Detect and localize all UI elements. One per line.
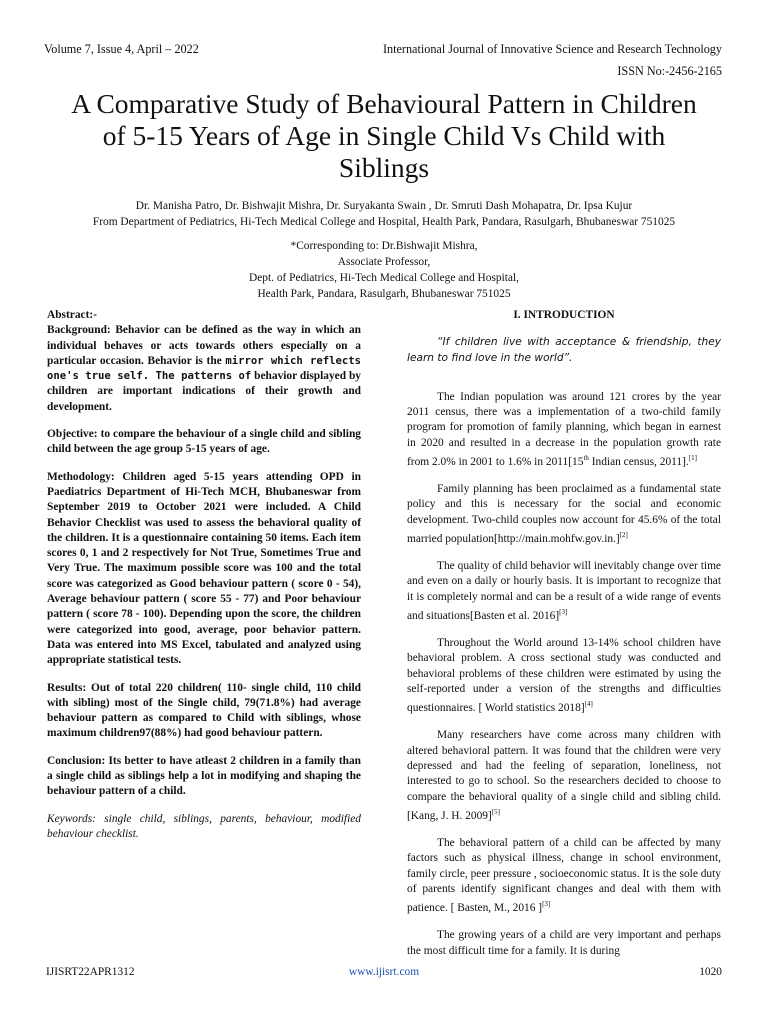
intro-text: The quality of child behavior will inevitably change over time and even on a daily or hourly basis. It is important to recognize that it is completely normal and can be a result of a wide range of events and situations[Basten et al. 2016] — [407, 560, 721, 622]
intro-text: Indian census, 2011]. — [588, 455, 689, 468]
citation-ref: [4] — [584, 700, 593, 709]
introduction-column — [407, 308, 721, 971]
intro-text: Throughout the World around 13-14% school children have behavioral problem. A cross sectional study was conducted and behavioral problems of these children were estimated by using the self-reported under a version of the strengths and difficulties questionnaires. [ World statistics 2018] — [407, 637, 721, 715]
abstract-keywords: Keywords: single child, siblings, parents, behaviour, modified behaviour checklist. — [47, 812, 361, 840]
header-journal: International Journal of Innovative Science and Research Technology — [382, 42, 722, 56]
citation-ref: [3] — [559, 608, 568, 617]
citation-ref: [5] — [491, 807, 500, 816]
abstract-heading: Abstract:- — [47, 309, 97, 321]
footer-paper-code: IJISRT22APR1312 — [46, 966, 135, 978]
section-heading: I. INTRODUCTION — [513, 309, 615, 321]
abstract-background — [47, 308, 361, 415]
intro-text: The Indian population was around 121 crores by the year 2011 census, there was a implementation of a two-child family program for promotion of family planning, which began in earnest in 2020 and resulted in a decrease in the population growth rate from 2.0% in 2001 to 1.6% in 2011[15 — [407, 390, 721, 468]
header-volume: Volume 7, Issue 4, April – 2022 — [44, 42, 199, 56]
author-block — [20, 198, 748, 230]
footer-page-number: 1020 — [699, 966, 722, 978]
corresponding-line: Dept. of Pediatrics, Hi-Tech Medical College and Hospital, — [249, 272, 519, 284]
abstract-methodology: Methodology: Children aged 5-15 years attending OPD in Paediatrics Department of Hi-Tech MCH, Bhubaneswar from September 2019 to October 2021 were included. A Child Behavior Checklist was used to assess the behavioral quality of the children. It is a questionnaire containing 50 items. Each item scores 0, 1 and 2 respectively for Not True, Sometimes True and Very True. The maximum possible score was 100 and the total score was categorized as Good behaviour pattern ( score 0 - 54), Average behaviour pattern ( score 55 - 77) and Poor behaviour pattern ( score 78 - 100). Depending upon the score, the children were categorized into good, average, poor behavior pattern. Data was entered into MS Excel, tabulated and analyzed using appropriate statistical tests. — [47, 470, 361, 667]
intro-paragraph — [407, 559, 721, 624]
corresponding-line: Associate Professor, — [337, 256, 431, 268]
abstract-column — [47, 308, 361, 854]
footer-url-link[interactable]: www.ijisrt.com — [348, 966, 420, 978]
corresponding-line: *Corresponding to: Dr.Bishwajit Mishra, — [290, 240, 478, 252]
abstract-objective: Objective: to compare the behaviour of a single child and sibling child between the age group 5-15 years of age. — [47, 428, 361, 456]
superscript: th — [583, 454, 589, 463]
citation-ref: [3] — [542, 900, 551, 909]
intro-paragraph — [407, 636, 721, 716]
background-text-tail: behavior displayed by children are important indications of their growth and development. — [47, 370, 361, 413]
intro-paragraph — [407, 390, 721, 470]
intro-paragraph — [407, 836, 721, 916]
intro-paragraph: The growing years of a child are very important and perhaps the most difficult time for a family. It is during — [407, 929, 721, 957]
abstract-conclusion: Conclusion: Its better to have atleast 2 children in a family than a single child as siblings help a lot in modifying and shaping the behaviour pattern of a child. — [47, 754, 361, 798]
citation-ref: [2] — [619, 531, 628, 540]
author-names: Dr. Manisha Patro, Dr. Bishwajit Mishra, Dr. Suryakanta Swain , Dr. Smruti Dash Mohapatra, Dr. Ipsa Kujur — [135, 200, 633, 212]
intro-paragraph — [407, 482, 721, 547]
citation-ref: [1] — [688, 454, 697, 463]
background-text-mono: mirror which reflects one's true self. The patterns of — [47, 354, 362, 383]
intro-paragraph — [407, 728, 721, 824]
background-text: Background: Behavior can be defined as the way in which an individual behaves or acts towards others especially on a particular occasion. Behavior is the — [47, 324, 361, 367]
intro-text: The behavioral pattern of a child can be affected by many factors such as physical illness, change in school environment, family circle, peer pressure , socioeconomic status. It is the sole duty of parents identify significant changes and deal with them with patience. [ Basten, M., 2016 ] — [407, 837, 721, 914]
intro-text: Many researchers have come across many children with altered behavioral pattern. It was found that the children were very depressed and had the feeling of separation, loneliness, not interested to go to school. So the researchers decided to choose to compare the behavioral quality of a single child and sibling child. [Kang, J. H. 2009] — [407, 729, 721, 822]
intro-text: Family planning has been proclaimed as a fundamental state policy and this is necessary for the social and economic development. Two-child couples now account for 45.6% of the total married population[http://main.mohfw.gov.in.] — [407, 483, 721, 545]
author-affiliation: From Department of Pediatrics, Hi-Tech Medical College and Hospital, Health Park, Pandara, Rasulgarh, Bhubaneswar 751025 — [92, 216, 676, 228]
corresponding-line: Health Park, Pandara, Rasulgarh, Bhubaneswar 751025 — [257, 288, 511, 300]
epigraph-quote: “If children live with acceptance & friendship, they learn to find love in the world”. — [407, 336, 721, 364]
abstract-results: Results: Out of total 220 children( 110- single child, 110 child with sibling) most of the Single child, 79(71.8%) had average behaviour pattern as compared to Child with siblings, whose maximum children97(88%) had good behaviour pattern. — [47, 681, 361, 740]
corresponding-block — [20, 238, 748, 302]
header-issn: ISSN No:-2456-2165 — [617, 64, 722, 78]
paper-title: A Comparative Study of Behavioural Pattern in Children of 5-15 Years of Age in Single Child Vs Child with Siblings — [71, 88, 697, 183]
